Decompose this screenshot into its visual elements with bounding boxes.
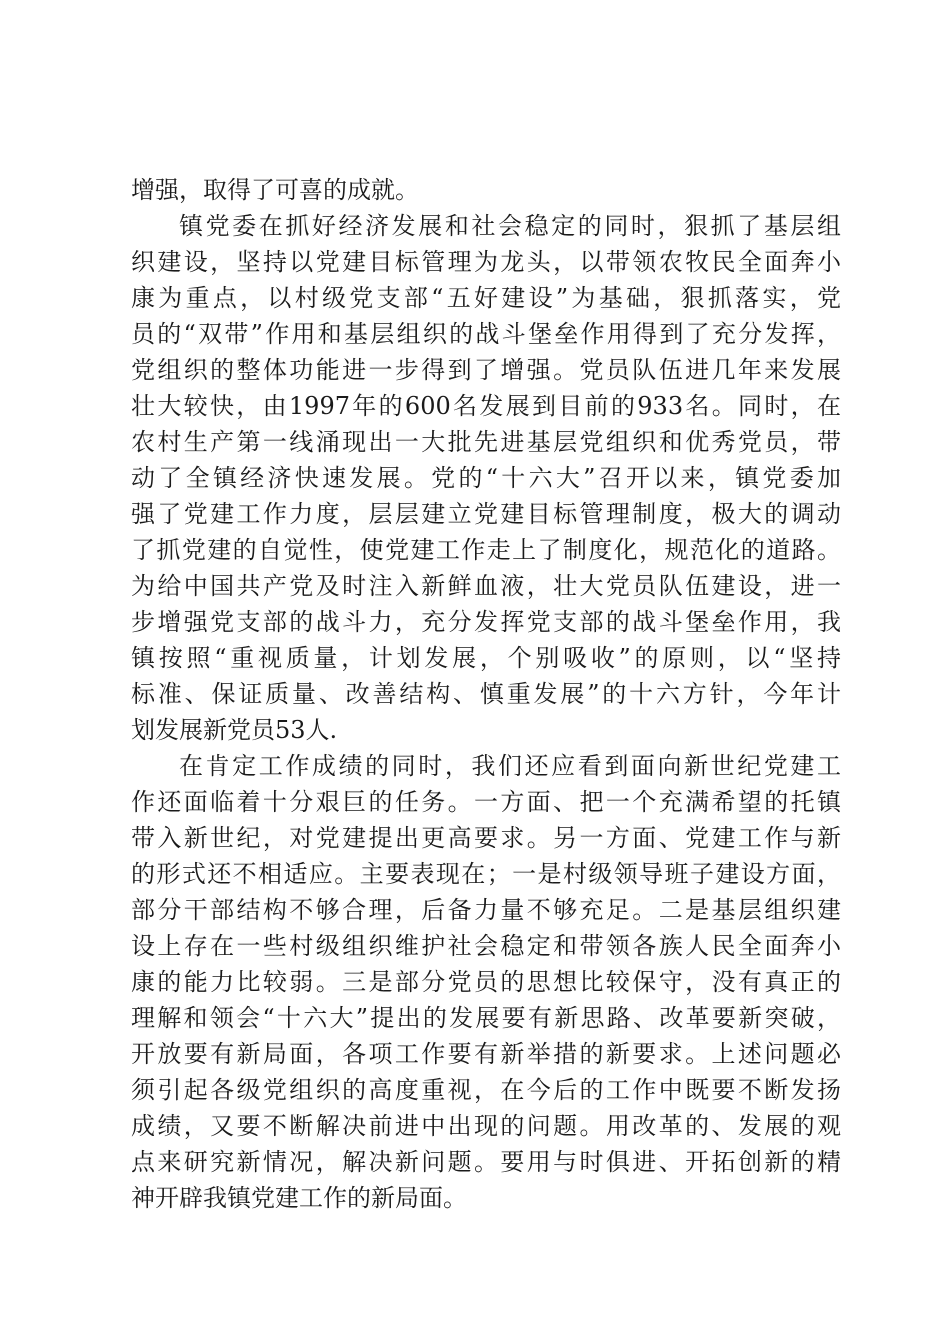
body-text-line: 在肯定工作成绩的同时，我们还应看到面向新世纪党建工 [179, 752, 841, 780]
body-text-line: 标准、保证质量、改善结构、慎重发展”的十六方针，今年计 [131, 680, 841, 708]
body-text-line: 织建设，坚持以党建目标管理为龙头，以带领农牧民全面奔小 [131, 248, 841, 276]
body-text-line: 壮大较快，由1997年的600名发展到目前的933名。同时，在 [131, 392, 841, 420]
body-text-line: 动了全镇经济快速发展。党的“十六大”召开以来，镇党委加 [131, 464, 841, 492]
body-text-line: 员的“双带”作用和基层组织的战斗堡垒作用得到了充分发挥， [131, 320, 841, 348]
body-text-line: 康的能力比较弱。三是部分党员的思想比较保守，没有真正的 [131, 968, 841, 996]
body-text-line: 划发展新党员53人. [131, 716, 338, 744]
body-text-line: 的形式还不相适应。主要表现在；一是村级领导班子建设方面， [131, 860, 841, 888]
body-text-line: 了抓党建的自觉性，使党建工作走上了制度化，规范化的道路。 [131, 536, 841, 564]
body-text-line: 点来研究新情况，解决新问题。要用与时俱进、开拓创新的精 [131, 1148, 841, 1176]
body-text-line: 作还面临着十分艰巨的任务。一方面、把一个充满希望的托镇 [131, 788, 841, 816]
body-text-line: 成绩，又要不断解决前进中出现的问题。用改革的、发展的观 [131, 1112, 841, 1140]
body-text-line: 理解和领会“十六大”提出的发展要有新思路、改革要新突破， [131, 1004, 841, 1032]
body-text-line: 党组织的整体功能进一步得到了增强。党员队伍进几年来发展 [131, 356, 841, 384]
body-text-line: 须引起各级党组织的高度重视，在今后的工作中既要不断发扬 [131, 1076, 841, 1104]
body-text-line: 强了党建工作力度，层层建立党建目标管理制度，极大的调动 [131, 500, 841, 528]
body-text-line: 部分干部结构不够合理，后备力量不够充足。二是基层组织建 [131, 896, 841, 924]
body-text-line: 为给中国共产党及时注入新鲜血液，壮大党员队伍建设，进一 [131, 572, 841, 600]
body-text-line: 带入新世纪，对党建提出更高要求。另一方面、党建工作与新 [131, 824, 841, 852]
body-text-line: 农村生产第一线涌现出一大批先进基层党组织和优秀党员，带 [131, 428, 841, 456]
body-text-line: 镇党委在抓好经济发展和社会稳定的同时，狠抓了基层组 [179, 212, 841, 240]
body-text-line: 设上存在一些村级组织维护社会稳定和带领各族人民全面奔小 [131, 932, 841, 960]
body-text-line: 开放要有新局面，各项工作要有新举措的新要求。上述问题必 [131, 1040, 841, 1068]
body-text-line: 镇按照“重视质量，计划发展，个别吸收”的原则，以“坚持 [131, 644, 841, 672]
body-text-line: 神开辟我镇党建工作的新局面。 [131, 1184, 467, 1212]
body-text-line: 增强，取得了可喜的成就。 [131, 176, 419, 204]
body-text-line: 康为重点，以村级党支部“五好建设”为基础，狠抓落实，党 [131, 284, 841, 312]
body-text-line: 步增强党支部的战斗力，充分发挥党支部的战斗堡垒作用，我 [131, 608, 841, 636]
